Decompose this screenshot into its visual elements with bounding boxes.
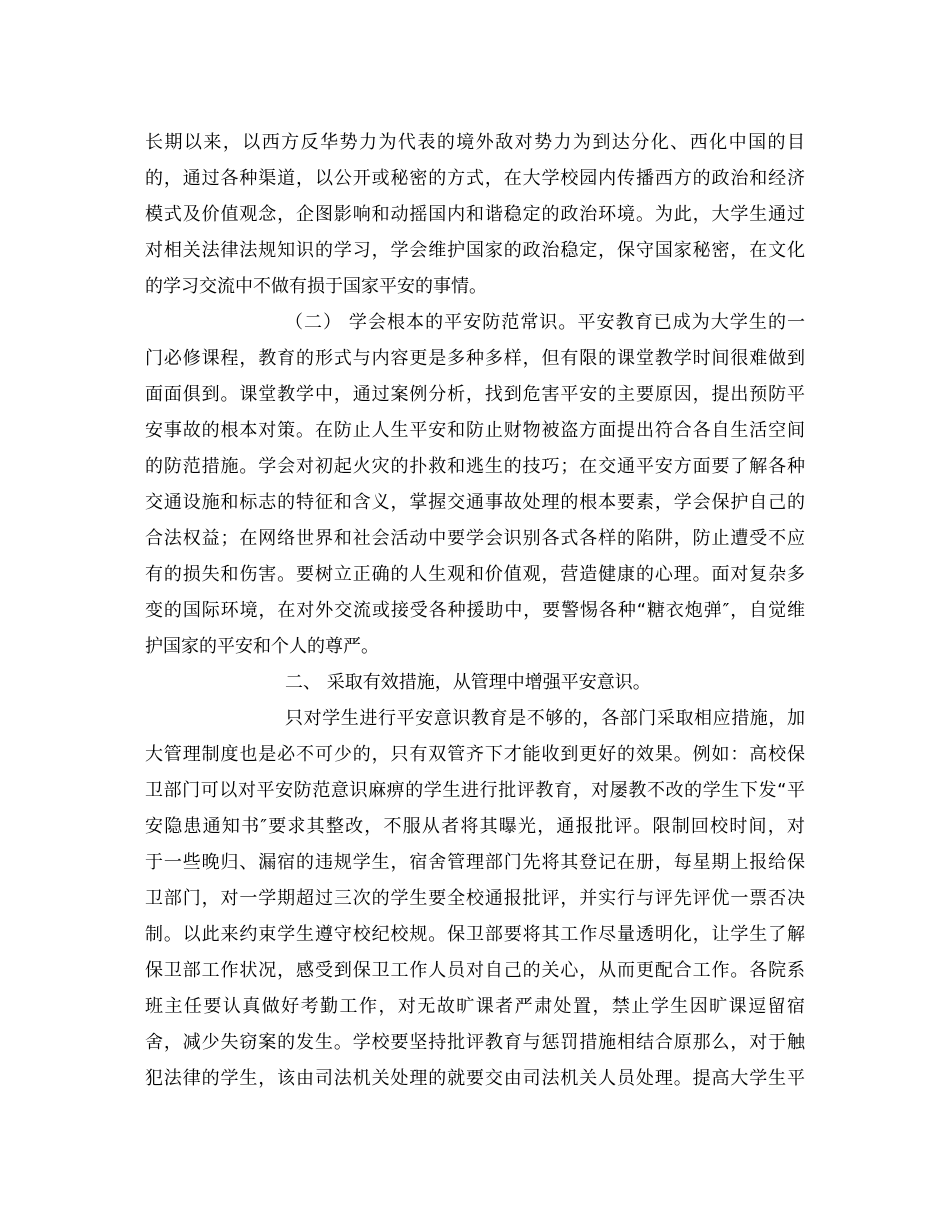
text-line: 门必修课程，教育的形式与内容更是多种多样，但有限的课堂教学时间很难做到	[145, 348, 805, 369]
text-line: 制。以此来约束学生遵守校纪校规。保卫部要将其工作尽量透明化，让学生了解	[145, 924, 805, 945]
text-line: 舍，减少失窃案的发生。学校要坚持批评教育与惩罚措施相结合原那么，对于触	[145, 1032, 805, 1053]
text-line: 变的国际环境，在对外交流或接受各种援助中，要警惕各种“糖衣炮弹″，自觉维	[145, 600, 805, 621]
paragraph-first-line: 只对学生进行平安意识教育是不够的，各部门采取相应措施，加	[285, 708, 805, 729]
text-line: 班主任要认真做好考勤工作，对无故旷课者严肃处置，禁止学生因旷课逗留宿	[145, 996, 805, 1017]
text-line: 面面俱到。课堂教学中，通过案例分析，找到危害平安的主要原因，提出预防平	[145, 384, 805, 405]
text-line: 卫部门，对一学期超过三次的学生要全校通报批评，并实行与评先评优一票否决	[145, 888, 805, 909]
text-line: 卫部门可以对平安防范意识麻痹的学生进行批评教育，对屡教不改的学生下发“平	[145, 780, 805, 801]
text-line: 安事故的根本对策。在防止人生平安和防止财物被盗方面提出符合各自生活空间	[145, 420, 805, 441]
text-line: 合法权益；在网络世界和社会活动中要学会识别各式各样的陷阱，防止遭受不应	[145, 528, 805, 549]
text-line: 对相关法律法规知识的学习，学会维护国家的政治稳定，保守国家秘密，在文化	[145, 240, 805, 261]
text-line: 犯法律的学生，该由司法机关处理的就要交由司法机关人员处理。提高大学生平	[145, 1068, 805, 1089]
text-line: 的防范措施。学会对初起火灾的扑救和逃生的技巧；在交通平安方面要了解各种	[145, 456, 805, 477]
text-line: 模式及价值观念，企图影响和动摇国内和谐稳定的政治环境。为此，大学生通过	[145, 204, 805, 225]
text-line: 大管理制度也是必不可少的，只有双管齐下才能收到更好的效果。例如：高校保	[145, 744, 805, 765]
text-line: 护国家的平安和个人的尊严。	[145, 636, 379, 657]
text-line: 长期以来，以西方反华势力为代表的境外敌对势力为到达分化、西化中国的目	[145, 132, 805, 153]
text-line: 安隐患通知书″要求其整改，不服从者将其曝光，通报批评。限制回校时间，对	[145, 816, 805, 837]
subsection-heading-line: （二） 学会根本的平安防范常识。平安教育已成为大学生的一	[285, 312, 805, 333]
text-line: 的学习交流中不做有损于国家平安的事情。	[145, 276, 487, 297]
text-line: 保卫部工作状况，感受到保卫工作人员对自己的关心，从而更配合工作。各院系	[145, 960, 805, 981]
text-line: 有的损失和伤害。要树立正确的人生观和价值观，营造健康的心理。面对复杂多	[145, 564, 805, 585]
text-line: 交通设施和标志的特征和含义，掌握交通事故处理的根本要素，学会保护自己的	[145, 492, 805, 513]
text-line: 的，通过各种渠道，以公开或秘密的方式，在大学校园内传播西方的政治和经济	[145, 168, 805, 189]
text-line: 于一些晚归、漏宿的违规学生，宿舍管理部门先将其登记在册，每星期上报给保	[145, 852, 805, 873]
section-heading: 二、 采取有效措施，从管理中增强平安意识。	[285, 672, 651, 693]
